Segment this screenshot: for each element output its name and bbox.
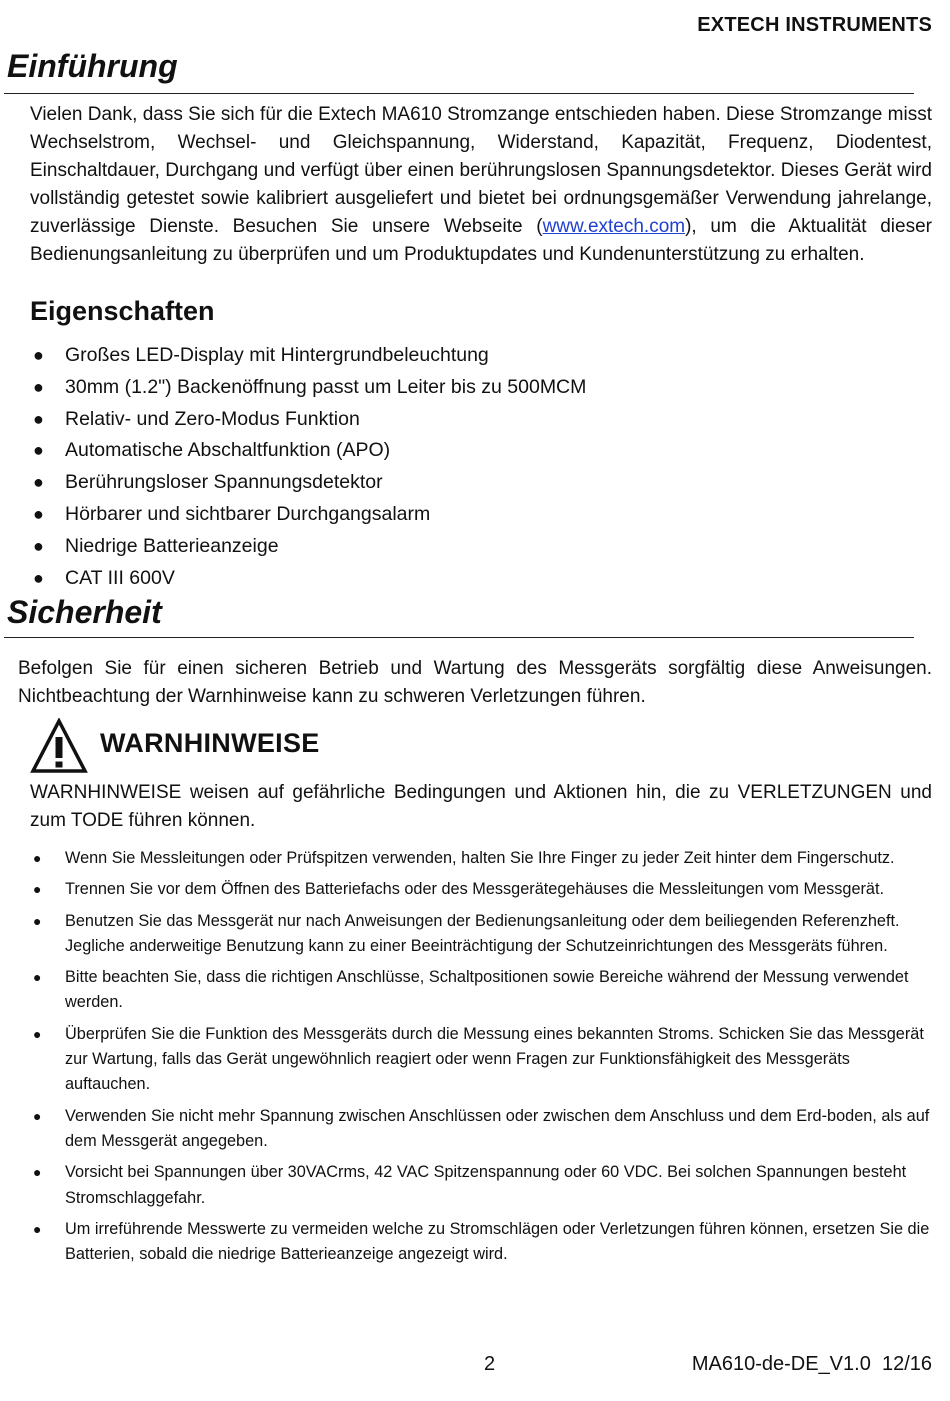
bullet-icon: ● bbox=[33, 1107, 42, 1124]
intro-paragraph: Vielen Dank, dass Sie sich für die Extech MA610 Stromzange entschieden haben. Diese Stromzange misst Wechselstrom, Wechsel- und Gleichspannung, Widerstand, Kapazität, Frequenz, Diodentest, Einschaltdauer, Durchgang und verfügt über einen berührungslosen Spannungsdetektor. Dieses Gerät wird vollständig getestet sowie kalibriert ausgeliefert und bietet bei ordnungsgemäßer Verwendung jahrelange, zuverlässige Dienste. Besuchen Sie unsere Webseite (www.extech.com), um die Aktualität dieser Bedienungsanleitung zu überprüfen und um Produktupdates und Kundenunterstützung zu erhalten. bbox=[30, 104, 932, 265]
divider bbox=[4, 93, 914, 94]
features-list bbox=[30, 340, 586, 594]
safety-intro-paragraph: Befolgen Sie für einen sicheren Betrieb und Wartung des Messgeräts sorgfältig diese Anweisungen. Nichtbeachtung der Warnhinweise kann zu schweren Verletzungen führen. bbox=[18, 658, 932, 707]
bullet-icon: ● bbox=[33, 535, 44, 556]
brand-header: EXTECH INSTRUMENTS bbox=[697, 14, 932, 36]
section-title-intro: Einführung bbox=[7, 48, 178, 84]
bullet-icon: ● bbox=[33, 567, 44, 588]
warning-list bbox=[30, 846, 930, 1273]
bullet-icon: ● bbox=[33, 912, 42, 929]
list-item: ● Großes LED-Display mit Hintergrundbeleuchtung bbox=[30, 340, 586, 372]
page-number: 2 bbox=[484, 1353, 496, 1375]
warning-heading bbox=[30, 718, 630, 778]
list-item: ● Bitte beachten Sie, dass die richtigen Anschlüsse, Schaltpositionen sowie Bereiche während der Messung verwendet werden. bbox=[30, 965, 930, 1016]
list-item: ● Wenn Sie Messleitungen oder Prüfspitzen verwenden, halten Sie Ihre Finger zu jeder Zeit hinter dem Fingerschutz. bbox=[30, 846, 930, 871]
list-item: ● Berührungsloser Spannungsdetektor bbox=[30, 467, 586, 499]
bullet-icon: ● bbox=[33, 440, 44, 461]
list-item: ● Trennen Sie vor dem Öffnen des Batteriefachs oder des Messgerätegehäuses die Messleitungen vom Messgerät. bbox=[30, 877, 930, 902]
warning-title: WARNHINWEISE bbox=[100, 728, 320, 758]
bullet-icon: ● bbox=[33, 345, 44, 365]
list-item: ● Relativ- und Zero-Modus Funktion bbox=[30, 404, 586, 436]
bullet-icon: ● bbox=[33, 503, 44, 524]
divider bbox=[4, 637, 914, 638]
bullet-icon: ● bbox=[33, 472, 44, 493]
list-item: ● 30mm (1.2") Backenöffnung passt um Leiter bis zu 500MCM bbox=[30, 372, 586, 404]
section-title-safety: Sicherheit bbox=[7, 594, 162, 630]
bullet-icon: ● bbox=[33, 1220, 42, 1237]
bullet-icon: ● bbox=[33, 881, 42, 898]
list-item: ● Niedrige Batterieanzeige bbox=[30, 531, 586, 563]
warning-paragraph: WARNHINWEISE weisen auf gefährliche Bedingungen und Aktionen hin, die zu VERLETZUNGEN und zum TODE führen können. bbox=[30, 782, 932, 831]
bullet-icon: ● bbox=[33, 376, 44, 397]
list-item: ● CAT III 600V bbox=[30, 563, 586, 595]
bullet-icon: ● bbox=[33, 969, 42, 986]
website-link[interactable]: www.extech.com bbox=[542, 216, 686, 237]
list-item: ● Überprüfen Sie die Funktion des Messgeräts durch die Messung eines bekannten Stroms. Schicken Sie das Messgerät zur Wartung, falls das Gerät ungewöhnlich reagiert oder wenn Fragen zur Funktionsfähigkeit des Messgeräts auftauchen. bbox=[30, 1022, 930, 1098]
list-item: ● Automatische Abschaltfunktion (APO) bbox=[30, 435, 586, 467]
list-item: ● Benutzen Sie das Messgerät nur nach Anweisungen der Bedienungsanleitung oder dem beiliegenden Referenzheft. Jegliche anderweitige Benutzung kann zu einer Beeinträchtigung der Schutzeinrichtungen des Messgeräts führen. bbox=[30, 909, 930, 960]
bullet-icon: ● bbox=[33, 408, 44, 429]
bullet-icon: ● bbox=[33, 850, 42, 866]
bullet-icon: ● bbox=[33, 1025, 42, 1042]
warning-triangle-icon bbox=[30, 718, 88, 774]
list-item: ● Um irreführende Messwerte zu vermeiden welche zu Stromschlägen oder Verletzungen führen können, ersetzen Sie die Batterien, sobald die niedrige Batterieanzeige angezeigt wird. bbox=[30, 1217, 930, 1268]
list-item: ● Hörbarer und sichtbarer Durchgangsalarm bbox=[30, 499, 586, 531]
list-item: ● Verwenden Sie nicht mehr Spannung zwischen Anschlüssen oder zwischen dem Anschluss und dem Erd-boden, als auf dem Messgerät angegeben. bbox=[30, 1104, 930, 1155]
list-item: ● Vorsicht bei Spannungen über 30VACrms, 42 VAC Spitzenspannung oder 60 VDC. Bei solchen Spannungen besteht Stromschlaggefahr. bbox=[30, 1160, 930, 1211]
section-title-features: Eigenschaften bbox=[30, 296, 215, 326]
document-id: MA610-de-DE_V1.0 12/16 bbox=[691, 1353, 932, 1375]
bullet-icon: ● bbox=[33, 1164, 42, 1181]
